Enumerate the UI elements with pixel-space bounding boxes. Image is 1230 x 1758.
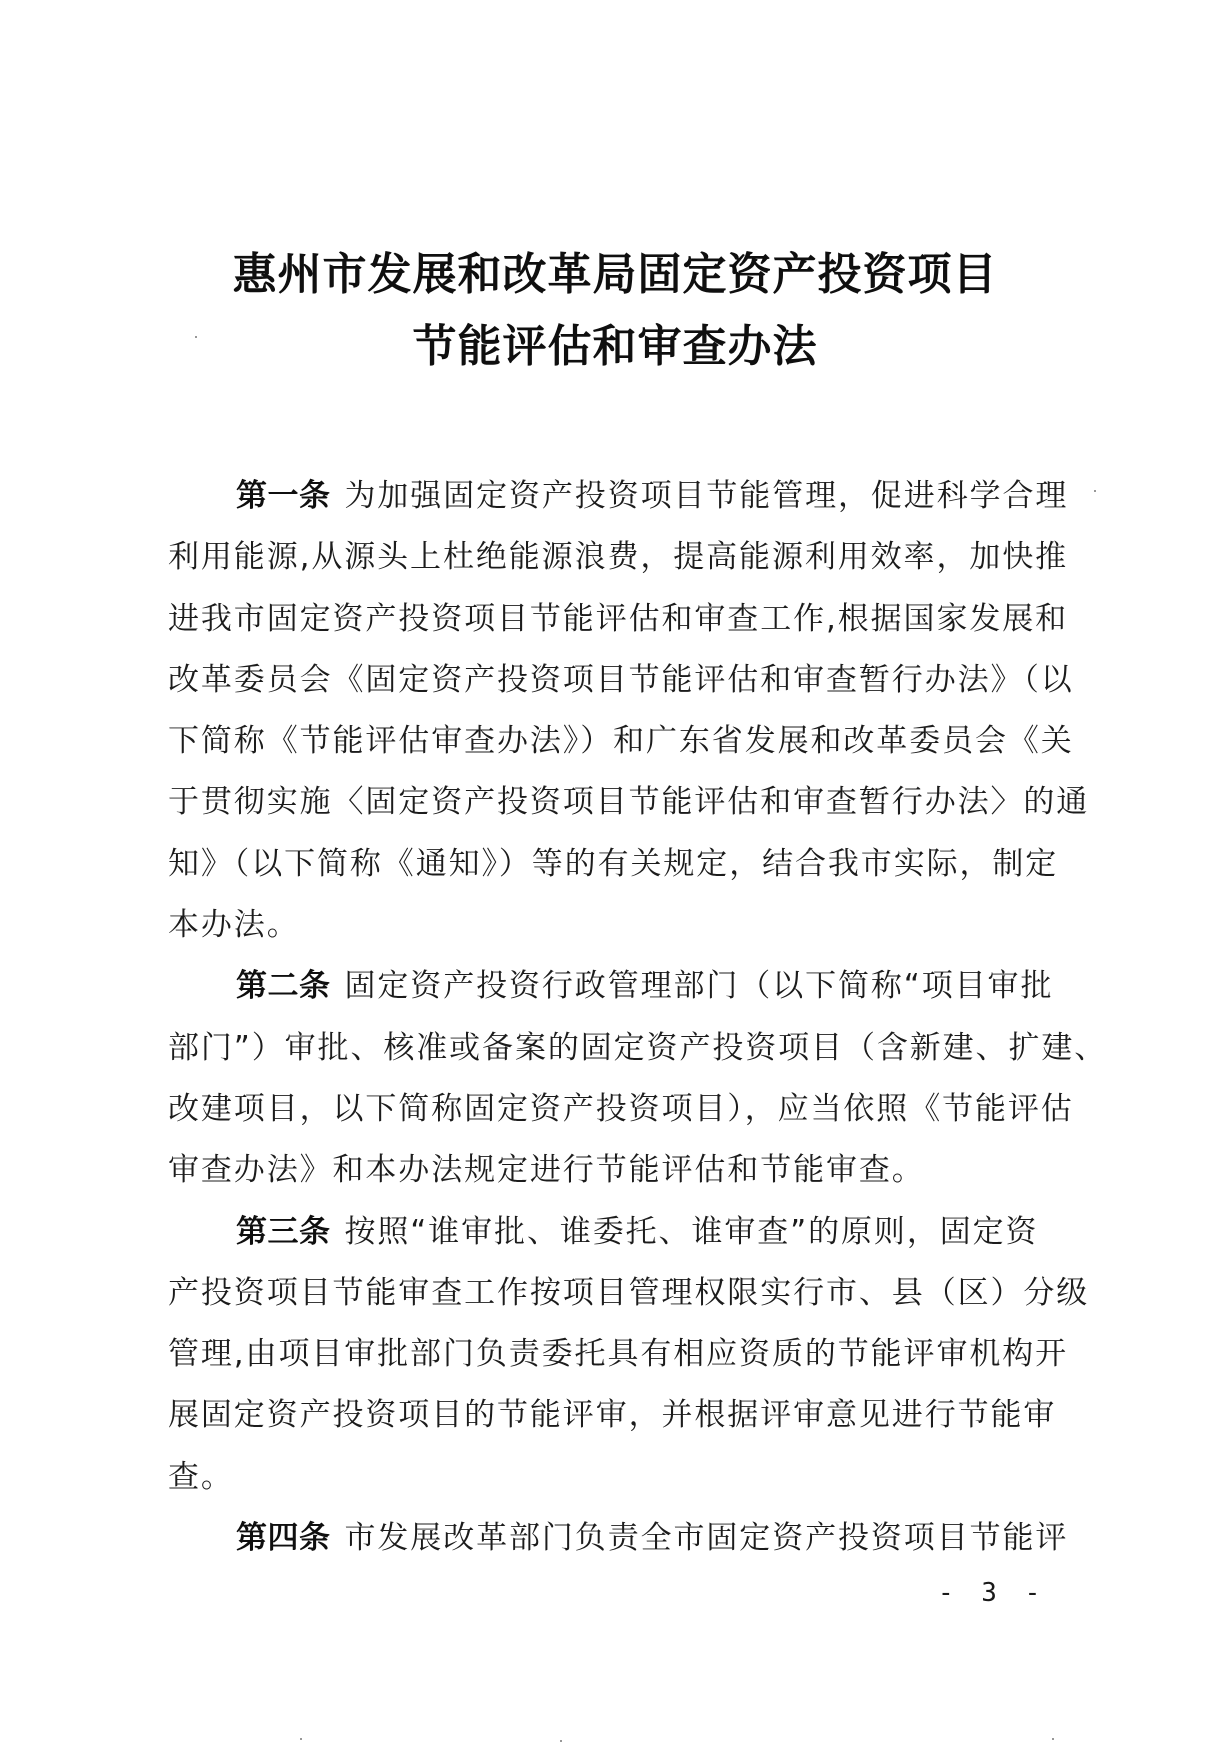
article-3-line-1 [168, 1202, 1078, 1263]
article-1-number: 第一条 [236, 478, 331, 514]
scan-speck [195, 336, 197, 338]
article-4-line-1 [168, 1508, 1078, 1569]
article-1-text: 为加强固定资产投资项目节能管理，促进科学合理 [344, 478, 1069, 514]
article-4-number: 第四条 [236, 1520, 331, 1557]
document-title-line-1: 惠州市发展和改革局固定资产投资项目 [232, 249, 998, 300]
article-2-number: 第二条 [236, 968, 331, 1005]
scan-speck [1094, 490, 1096, 492]
article-1-line-3: 进我市固定资产投资项目节能评估和审查工作,根据国家发展和 [168, 600, 1069, 637]
article-2-line-3: 改建项目，以下简称固定资产投资项目），应当依照《节能评估 [168, 1090, 1074, 1127]
document-title-line-2: 节能评估和审查办法 [412, 321, 818, 372]
article-1-line-2: 利用能源,从源头上杜绝能源浪费，提高能源利用效率，加快推 [168, 539, 1069, 576]
article-1-line-4: 改革委员会《固定资产投资项目节能评估和审查暂行办法》（以 [168, 661, 1074, 698]
article-3-line-3: 管理,由项目审批部门负责委托具有相应资质的节能评审机构开 [168, 1336, 1069, 1373]
article-1-line-8: 本办法。 [168, 907, 300, 944]
article-2-line-2: 部门”）审批、核准或备案的固定资产投资项目（含新建、扩建、 [168, 1029, 1108, 1066]
scan-speck [300, 1738, 302, 1740]
article-1-line-5: 下简称《节能评估审查办法》）和广东省发展和改革委员会《关 [168, 723, 1074, 760]
article-3-number: 第三条 [236, 1213, 331, 1250]
article-1-line-1 [168, 466, 1078, 527]
scan-speck [560, 1740, 562, 1742]
article-2-line-1 [168, 956, 1078, 1017]
document-body [168, 466, 1108, 1569]
scan-speck [1052, 1738, 1054, 1740]
article-4-text: 市发展改革部门负责全市固定资产投资项目节能评 [344, 1520, 1069, 1557]
article-3-text: 按照“谁审批、谁委托、谁审查”的原则，固定资 [344, 1213, 1039, 1250]
article-1-line-7: 知》（以下简称《通知》）等的有关规定，结合我市实际，制定 [168, 845, 1059, 882]
article-3-line-4: 展固定资产投资项目的节能评审，并根据评审意见进行节能审 [168, 1397, 1057, 1434]
article-1-line-6: 于贯彻实施〈固定资产投资项目节能评估和审查暂行办法〉的通 [168, 784, 1090, 821]
article-2-text: 固定资产投资行政管理部门（以下简称“项目审批 [344, 968, 1054, 1005]
article-3-line-5: 查。 [168, 1458, 234, 1495]
page-number: - 3 - [938, 1578, 1047, 1608]
article-2-line-4: 审查办法》和本办法规定进行节能评估和节能审查。 [168, 1152, 925, 1189]
article-3-line-2: 产投资项目节能审查工作按项目管理权限实行市、县（区）分级 [168, 1274, 1090, 1311]
